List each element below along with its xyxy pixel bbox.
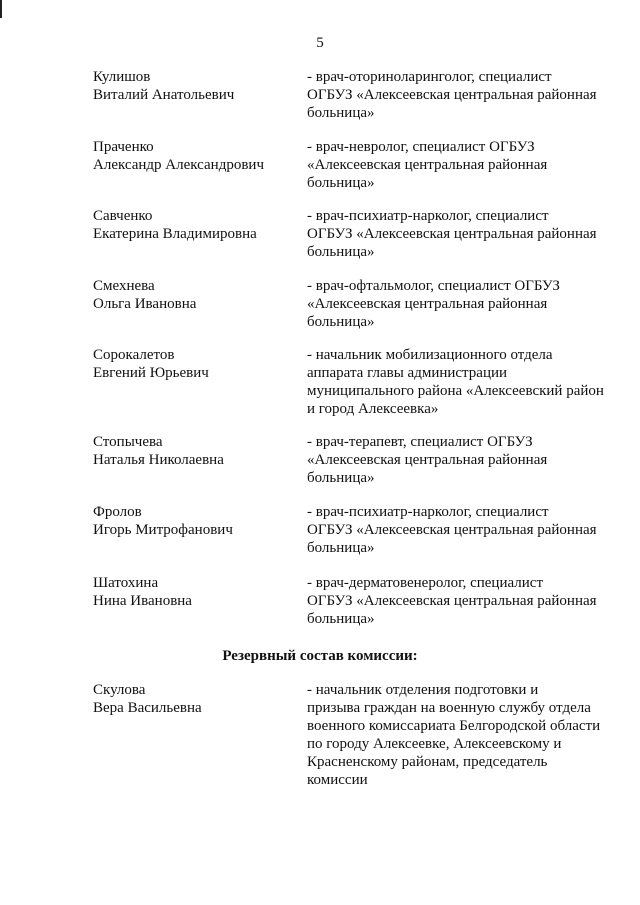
member-given-names: Вера Васильевна (93, 700, 202, 716)
member-name (93, 503, 303, 539)
member-given-names: Ольга Ивановна (93, 296, 197, 312)
member-given-names: Виталий Анатольевич (93, 87, 235, 103)
member-name (93, 574, 303, 610)
scan-edge-mark (0, 0, 2, 18)
member-role: - врач-психиатр-нарколог, специалист ОГБУЗ «Алексеевская центральная районная больница» (307, 208, 597, 260)
member-name (93, 68, 303, 104)
page-number: 5 (316, 35, 324, 51)
member-name (93, 433, 303, 469)
member-surname: Скулова (93, 682, 146, 698)
member-surname: Шатохина (93, 575, 159, 591)
member-name (93, 207, 303, 243)
member-given-names: Игорь Митрофанович (93, 522, 233, 538)
member-name (93, 346, 303, 382)
member-given-names: Евгений Юрьевич (93, 365, 209, 381)
member-role: - врач-терапевт, специалист ОГБУЗ «Алексеевская центральная районная больница» (307, 434, 548, 486)
member-surname: Кулишов (93, 69, 151, 85)
member-role: - врач-невролог, специалист ОГБУЗ «Алексеевская центральная районная больница» (307, 139, 548, 191)
member-surname: Сорокалетов (93, 347, 175, 363)
member-surname: Стопычева (93, 434, 163, 450)
member-role: - начальник отделения подготовки и призыва граждан на военную службу отдела военного комиссариата Белгородской области по городу Алексеевке, Алексеевскому и Красненскому районам, председатель комиссии (307, 682, 601, 788)
member-surname: Савченко (93, 208, 153, 224)
member-surname: Праченко (93, 139, 154, 155)
member-role: - врач-оториноларинголог, специалист ОГБУЗ «Алексеевская центральная районная больница» (307, 69, 597, 121)
member-role: - врач-офтальмолог, специалист ОГБУЗ «Алексеевская центральная районная больница» (307, 278, 560, 330)
member-name (93, 681, 303, 717)
member-given-names: Наталья Николаевна (93, 452, 224, 468)
member-given-names: Нина Ивановна (93, 593, 192, 609)
member-role: - врач-психиатр-нарколог, специалист ОГБУЗ «Алексеевская центральная районная больница» (307, 504, 597, 556)
member-surname: Смехнева (93, 278, 155, 294)
member-role: - начальник мобилизационного отдела аппарата главы администрации муниципального района «Алексеевский район и город Алексеевка» (307, 347, 604, 417)
member-surname: Фролов (93, 504, 142, 520)
member-name (93, 138, 303, 174)
member-role: - врач-дерматовенеролог, специалист ОГБУЗ «Алексеевская центральная районная больница» (307, 575, 597, 627)
reserve-section-heading: Резервный состав комиссии: (222, 648, 418, 664)
member-given-names: Екатерина Владимировна (93, 226, 257, 242)
member-name (93, 277, 303, 313)
member-given-names: Александр Александрович (93, 157, 264, 173)
